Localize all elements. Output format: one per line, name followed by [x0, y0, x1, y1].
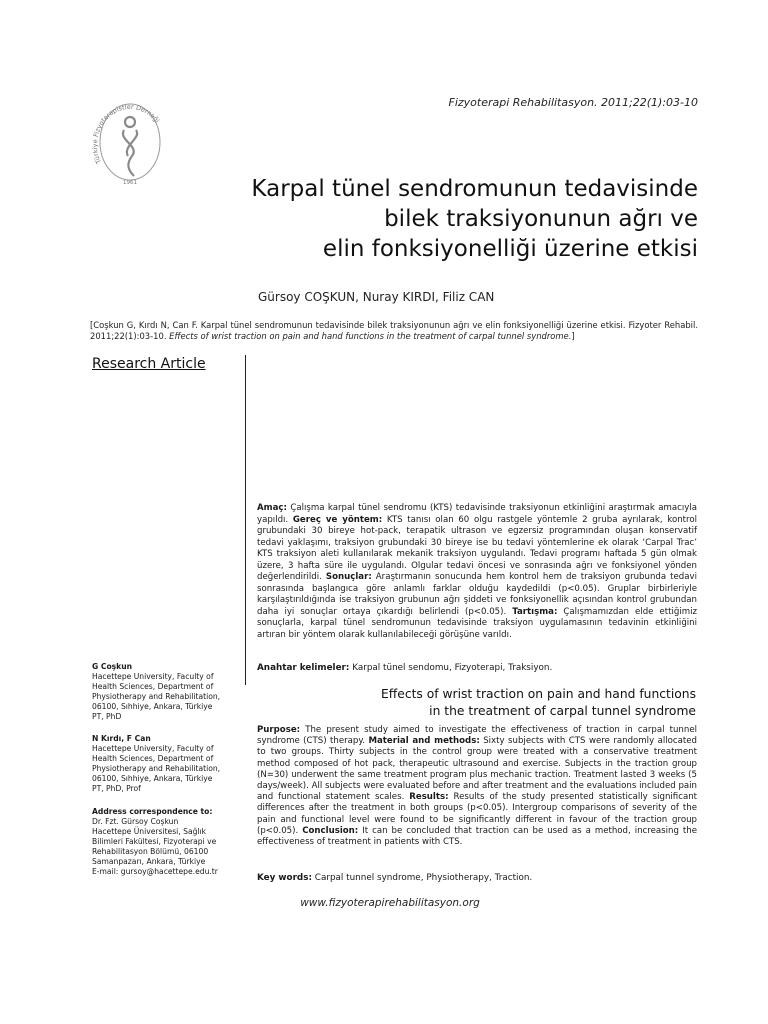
- affiliation-line: Hacettepe University, Faculty of: [92, 744, 214, 753]
- keywords-text: Karpal tünel sendomu, Fizyoterapi, Traksiyon.: [352, 663, 553, 673]
- abstract-text: Sixty subjects with CTS were randomly allocated to two groups. Thirty subjects in the control group were treated with a conservative treatment method composed of hot pack, therapeutic ultrasound and exercise. Subjects in the traction group (N=30) underwent the same treatment program plus mechanic traction. Treatment lasted 3 weeks (5 days/week). All subjects were evaluated before and after treatment and the evaluations included pain and functional statement scales.: [257, 736, 697, 803]
- citation-end: ]: [571, 331, 575, 341]
- figure-icon: [123, 117, 137, 176]
- affiliation-kirdi-can: [92, 734, 242, 794]
- authors: Gürsoy COŞKUN, Nuray KIRDI, Filiz CAN: [258, 290, 495, 304]
- title-line: Karpal tünel sendromunun tedavisinde: [251, 176, 698, 202]
- abstract-text: Araştırmanın sonucunda hem kontrol hem de traksiyon grubunda tedavi sonrasında başlangıca göre anlamlı farklar olduğu kaydedildi (p<0.05). Gruplar birbirleriyle karşılaştırıldığında ise traksiyon grubunun ağrı şiddeti ve fonksiyonellik açısından kontrol grubundan daha iyi sonuçlar ortaya çıkardığı belirlendi (p<0.05).: [257, 572, 697, 617]
- abstract-label: Material and methods:: [368, 736, 480, 747]
- affiliation-line: Hacettepe University, Faculty of: [92, 672, 214, 681]
- abstract-turkish: [257, 503, 697, 641]
- english-title-line: in the treatment of carpal tunnel syndrome: [429, 704, 696, 718]
- abstract-text: Çalışmamızdan elde ettiğimiz sonuçlarla, karpal tünel sendromunun tedavisinde traksiyon uygulamasının tedavinin etkinliğini artıran bir yöntem olarak kullanılabileceği görüşüne varıldı.: [257, 606, 697, 640]
- journal-reference: Fizyoterapi Rehabilitasyon. 2011;22(1):03-10: [448, 96, 698, 109]
- title-line: bilek traksiyonunun ağrı ve: [384, 206, 698, 232]
- keywords-label: Anahtar kelimeler:: [257, 663, 350, 673]
- abstract-label: Results:: [409, 792, 449, 803]
- abstract-text: It can be concluded that traction can be used as a method, increasing the effectiveness of treatment in patients with CTS.: [257, 825, 698, 848]
- correspondence-address: [92, 807, 242, 877]
- affiliation-line: Health Sciences, Department of: [92, 682, 214, 691]
- keywords-turkish: [257, 663, 697, 673]
- affiliation-line: Bilimleri Fakültesi, Fizyoterapi ve: [92, 837, 217, 846]
- keywords-text: Carpal tunnel syndrome, Physiotherapy, Traction.: [314, 873, 533, 883]
- affiliation-line: Physiotherapy and Rehabilitation,: [92, 692, 221, 701]
- affiliation-line: PT, PhD, Prof: [92, 784, 141, 793]
- logo-ring-text: Türkiye Fizyoterapistler Derneği: [90, 102, 162, 165]
- abstract-label: Conclusion:: [302, 825, 359, 836]
- abstract-text: The present study aimed to investigate the effectiveness of traction in carpal tunnel syndrome (CTS) therapy.: [257, 725, 697, 747]
- column-divider: [245, 355, 246, 685]
- affiliation-line: Hacettepe Üniversitesi, Sağlık: [92, 827, 207, 836]
- affiliation-coskun: [92, 662, 242, 722]
- keywords-english: [257, 873, 697, 883]
- abstract-text: Çalışma karpal tünel sendromu (KTS) tedavisinde traksiyonun etkinliğini araştırmak amacıyla yapıldı.: [257, 503, 697, 525]
- affiliation-name: N Kırdı, F Can: [92, 734, 151, 743]
- affiliation-line: 06100, Sıhhiye, Ankara, Türkiye: [92, 702, 213, 711]
- svg-text:Türkiye Fizyoterapistler Derne: [91, 103, 161, 166]
- abstract-label: Amaç:: [257, 503, 287, 513]
- abstract-label: Sonuçlar:: [325, 572, 372, 582]
- affiliation-line: Physiotherapy and Rehabilitation,: [92, 764, 221, 773]
- english-title-line: Effects of wrist traction on pain and hand functions: [381, 687, 696, 701]
- affiliation-line: Samanpazarı, Ankara, Türkiye: [92, 857, 206, 866]
- abstract-english: [257, 725, 697, 848]
- affiliation-line: 06100, Sıhhiye, Ankara, Türkiye: [92, 774, 213, 783]
- title-line: elin fonksiyonelliği üzerine etkisi: [322, 236, 698, 262]
- keywords-label: Key words:: [257, 873, 312, 883]
- journal-website-link[interactable]: www.fizyoterapirehabilitasyon.org: [300, 897, 480, 909]
- citation: [90, 320, 698, 342]
- logo-year: 1961: [123, 180, 137, 186]
- abstract-label: Tartışma:: [512, 606, 558, 617]
- email-line[interactable]: E-mail: gursoy@hacettepe.edu.tr: [92, 867, 218, 876]
- affiliation-line: Health Sciences, Department of: [92, 754, 214, 763]
- article-title: [138, 174, 698, 264]
- article-type: Research Article: [92, 356, 206, 372]
- abstract-text: KTS tanısı olan 60 olgu rastgele yöntemle 2 gruba ayrılarak, kontrol grubundaki 30 bireye hot-pack, terapatik ultrason ve egzersiz programından oluşan konservatif tedavi yaklaşımı, traksiyon grubundaki 30 bireye ise bu tedavi yöntemlerine ek olarak ‘Carpal Trac’ KTS traksiyon aleti kullanılarak mekanik traksiyon uygulandı. Tedavi programı haftada 5 gün olmak üzere, 3 hafta süre ile uygulandı. Olgular tedavi öncesi ve sonrasında ağrı ve fonksiyonel yönden değerlendirildi.: [257, 514, 698, 582]
- affiliation-line: PT, PhD: [92, 712, 122, 721]
- affiliation-name: Address correspondence to:: [92, 807, 213, 816]
- citation-english-title: Effects of wrist traction on pain and hand functions in the treatment of carpal tunnel syndrome.: [169, 331, 572, 341]
- abstract-text: Results of the study presented statistically significant differences after the treatment in both groups (p<0.05). Intergroup comparisons of severity of the pain and functional level were found to be significantly different in favour of the traction group (p<0.05).: [257, 792, 698, 836]
- affiliation-line: Dr. Fzt. Gürsoy Coşkun: [92, 817, 179, 826]
- affiliation-line: Rehabilitasyon Bölümü, 06100: [92, 847, 209, 856]
- affiliation-name: G Coşkun: [92, 662, 133, 671]
- english-title: [256, 686, 696, 720]
- abstract-label: Gereç ve yöntem:: [292, 514, 383, 525]
- citation-text: [Coşkun G, Kırdı N, Can F. Karpal tünel sendromunun tedavisinde bilek traksiyonunun ağrı ve elin fonksiyonelliği üzerine etkisi. Fizyoter Rehabil. 2011;22(1):03-10.: [90, 320, 698, 341]
- abstract-label: Purpose:: [257, 725, 301, 735]
